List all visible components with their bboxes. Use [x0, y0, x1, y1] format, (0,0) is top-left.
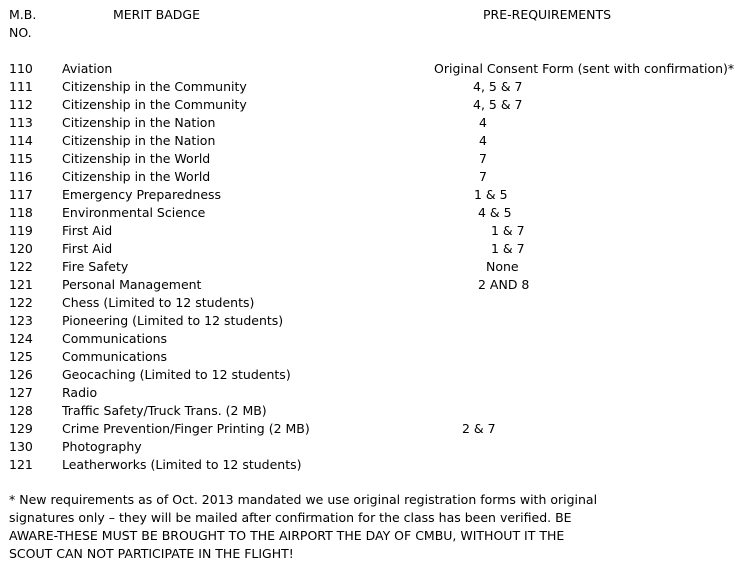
badge-name: Citizenship in the Nation	[62, 133, 216, 148]
badge-name: Leatherworks (Limited to 12 students)	[62, 457, 302, 472]
badge-name: Communications	[62, 349, 168, 364]
table-row	[0, 169, 739, 187]
badge-prereq: 4	[479, 133, 487, 148]
badge-name: Communications	[62, 331, 168, 346]
table-row	[0, 259, 739, 277]
badge-prereq: 4, 5 & 7	[473, 79, 523, 94]
badge-name: Aviation	[62, 61, 113, 76]
header-mb-label: M.B.	[9, 7, 37, 22]
table-row	[0, 151, 739, 169]
badge-name: Traffic Safety/Truck Trans. (2 MB)	[62, 403, 267, 418]
badge-name: First Aid	[62, 241, 113, 256]
footnote-line: * New requirements as of Oct. 2013 mandated we use original registration forms with original	[9, 492, 598, 507]
badge-name: Citizenship in the Nation	[62, 115, 216, 130]
badge-prereq: 4 & 5	[478, 205, 512, 220]
table-row	[0, 439, 739, 457]
badge-number: 115	[9, 151, 33, 166]
table-row	[0, 223, 739, 241]
table-row	[0, 313, 739, 331]
badge-number: 122	[9, 259, 33, 274]
header-merit-badge: MERIT BADGE	[113, 7, 200, 22]
badge-name: First Aid	[62, 223, 113, 238]
badge-number: 117	[9, 187, 33, 202]
table-row	[0, 241, 739, 259]
merit-badge-table	[0, 61, 739, 475]
badge-name: Citizenship in the Community	[62, 79, 247, 94]
table-row	[0, 187, 739, 205]
badge-number: 121	[9, 277, 33, 292]
badge-prereq: 1 & 7	[491, 223, 525, 238]
badge-number: 111	[9, 79, 33, 94]
badge-number: 116	[9, 169, 33, 184]
badge-name: Personal Management	[62, 277, 202, 292]
badge-prereq: None	[486, 259, 519, 274]
badge-number: 110	[9, 61, 33, 76]
badge-number: 127	[9, 385, 33, 400]
badge-prereq: 2 AND 8	[478, 277, 530, 292]
badge-name: Photography	[62, 439, 142, 454]
header-no-label: NO.	[9, 25, 32, 40]
badge-number: 125	[9, 349, 33, 364]
badge-number: 120	[9, 241, 33, 256]
footnote-line: AWARE-THESE MUST BE BROUGHT TO THE AIRPORT THE DAY OF CMBU, WITHOUT IT THE	[9, 528, 565, 543]
table-row	[0, 79, 739, 97]
footnote-line: signatures only – they will be mailed after confirmation for the class has been verified. BE	[9, 510, 572, 525]
badge-number: 119	[9, 223, 33, 238]
table-row	[0, 61, 739, 79]
table-row	[0, 331, 739, 349]
badge-name: Fire Safety	[62, 259, 129, 274]
table-row	[0, 115, 739, 133]
badge-number: 124	[9, 331, 33, 346]
badge-number: 121	[9, 457, 33, 472]
badge-number: 122	[9, 295, 33, 310]
badge-prereq: 2 & 7	[462, 421, 496, 436]
badge-name: Chess (Limited to 12 students)	[62, 295, 255, 310]
badge-number: 126	[9, 367, 33, 382]
badge-number: 112	[9, 97, 33, 112]
table-row	[0, 403, 739, 421]
badge-name: Radio	[62, 385, 98, 400]
badge-prereq: 7	[479, 151, 487, 166]
badge-name: Citizenship in the Community	[62, 97, 247, 112]
footnote	[9, 491, 609, 563]
badge-name: Emergency Preparedness	[62, 187, 222, 202]
badge-name: Crime Prevention/Finger Printing (2 MB)	[62, 421, 310, 436]
table-row	[0, 349, 739, 367]
badge-number: 128	[9, 403, 33, 418]
table-row	[0, 97, 739, 115]
badge-name: Environmental Science	[62, 205, 206, 220]
badge-name: Geocaching (Limited to 12 students)	[62, 367, 291, 382]
badge-prereq: 1 & 7	[491, 241, 525, 256]
table-row	[0, 457, 739, 475]
badge-number: 129	[9, 421, 33, 436]
table-row	[0, 421, 739, 439]
badge-number: 123	[9, 313, 33, 328]
badge-prereq: 7	[479, 169, 487, 184]
table-row	[0, 385, 739, 403]
badge-prereq: Original Consent Form (sent with confirmation)*	[434, 61, 735, 76]
badge-prereq: 4	[479, 115, 487, 130]
badge-number: 113	[9, 115, 33, 130]
table-row	[0, 367, 739, 385]
footnote-line: SCOUT CAN NOT PARTICIPATE IN THE FLIGHT!	[9, 546, 294, 561]
table-row	[0, 277, 739, 295]
table-row	[0, 133, 739, 151]
badge-number: 130	[9, 439, 33, 454]
table-row	[0, 295, 739, 313]
badge-name: Citizenship in the World	[62, 169, 211, 184]
table-row	[0, 205, 739, 223]
badge-prereq: 1 & 5	[474, 187, 508, 202]
badge-prereq: 4, 5 & 7	[473, 97, 523, 112]
header-pre-requirements: PRE-REQUIREMENTS	[483, 7, 612, 22]
badge-number: 114	[9, 133, 33, 148]
badge-number: 118	[9, 205, 33, 220]
badge-name: Citizenship in the World	[62, 151, 211, 166]
badge-name: Pioneering (Limited to 12 students)	[62, 313, 284, 328]
